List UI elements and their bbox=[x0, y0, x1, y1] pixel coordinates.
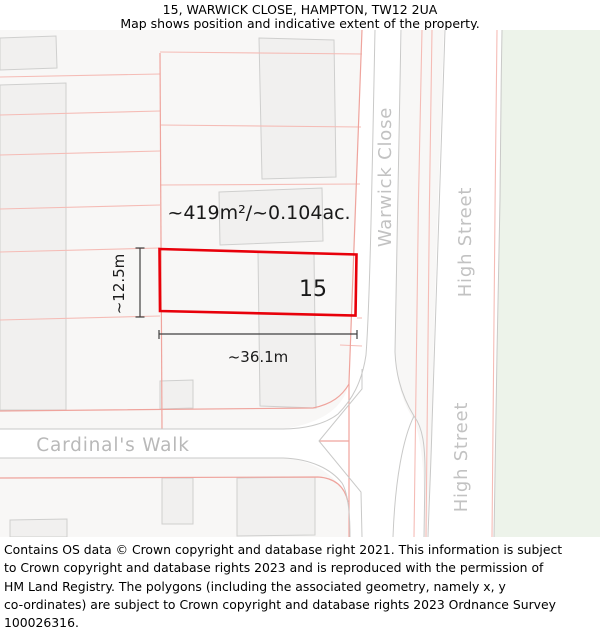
map-canvas bbox=[0, 30, 600, 537]
street-label-warwick-close: Warwick Close bbox=[375, 106, 396, 248]
copyright-footer bbox=[4, 541, 598, 632]
building bbox=[162, 478, 193, 524]
building bbox=[0, 83, 66, 410]
street-label-high-street-lower: High Street bbox=[451, 401, 472, 513]
building bbox=[160, 380, 193, 409]
building bbox=[258, 252, 316, 408]
page-header bbox=[0, 0, 600, 30]
footer-line: to Crown copyright and database rights 2023 and is reproduced with the permission of bbox=[4, 560, 544, 576]
page-subtitle: Map shows position and indicative extent of the property. bbox=[120, 15, 480, 31]
property-map bbox=[0, 30, 600, 537]
footer-line: co-ordinates) are subject to Crown copyright and database rights 2023 Ordnance Survey bbox=[4, 596, 556, 612]
footer-line: Contains OS data © Crown copyright and database right 2021. This information is subject bbox=[4, 542, 563, 557]
building bbox=[10, 519, 67, 537]
street-label-high-street-upper: High Street bbox=[455, 186, 476, 298]
greenspace-area bbox=[494, 30, 600, 537]
building bbox=[259, 38, 336, 179]
building bbox=[0, 36, 57, 70]
footer-line: HM Land Registry. The polygons (including the associated geometry, namely x, y bbox=[4, 578, 506, 594]
building bbox=[237, 477, 315, 536]
width-dimension-label: ~36.1m bbox=[227, 348, 289, 366]
area-label: ~419m²/~0.104ac. bbox=[167, 202, 351, 224]
plot-number-label: 15 bbox=[299, 277, 327, 302]
height-dimension-label: ~12.5m bbox=[110, 253, 128, 315]
street-label-cardinals-walk: Cardinal's Walk bbox=[36, 435, 190, 456]
page-title: 15, WARWICK CLOSE, HAMPTON, TW12 2UA bbox=[162, 2, 438, 17]
footer-line: 100026316. bbox=[4, 615, 79, 631]
